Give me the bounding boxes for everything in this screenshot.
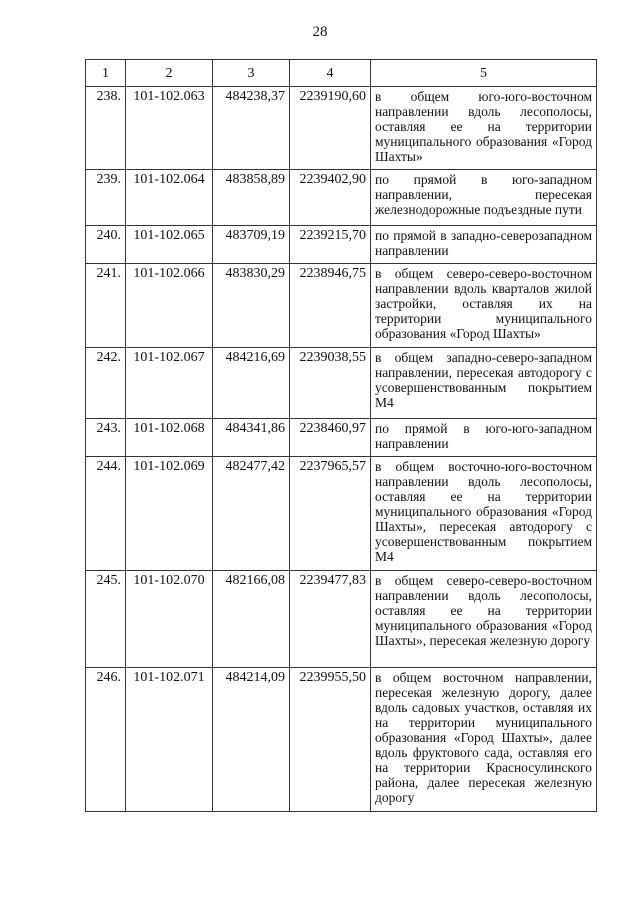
row-number: 238. [86, 87, 126, 170]
page-number: 28 [312, 24, 328, 40]
table-row [86, 571, 597, 668]
point-code: 101-102.069 [126, 457, 213, 571]
table-row [86, 226, 597, 264]
point-code: 101-102.071 [126, 668, 213, 812]
coordinate-y: 2237965,57 [290, 457, 371, 571]
boundary-description: в общем северо-северо-восточном направлении вдоль лесополосы, оставляя ее на территории муниципального образования «Город Шахты», пересекая железную дорогу [371, 571, 597, 668]
row-number: 244. [86, 457, 126, 571]
coordinate-y: 2239215,70 [290, 226, 371, 264]
point-code: 101-102.065 [126, 226, 213, 264]
boundary-description: в общем северо-северо-восточном направлении вдоль кварталов жилой застройки, оставляя их на территории муниципального образования «Город Шахты» [371, 264, 597, 348]
header-col-2: 2 [126, 60, 213, 87]
table-header-row [86, 60, 597, 87]
header-col-3: 3 [213, 60, 290, 87]
coordinate-y: 2239955,50 [290, 668, 371, 812]
point-code: 101-102.066 [126, 264, 213, 348]
boundary-points-table [85, 59, 597, 812]
point-code: 101-102.064 [126, 170, 213, 226]
boundary-description: по прямой в западно-северозападном направлении [371, 226, 597, 264]
boundary-description: в общем восточно-юго-восточном направлении вдоль лесополосы, оставляя ее на территории муниципального образования «Город Шахты», пересекая автодорогу с усовершенствованным покрытием М4 [371, 457, 597, 571]
coordinate-x: 484238,37 [213, 87, 290, 170]
row-number: 243. [86, 419, 126, 457]
table-row [86, 457, 597, 571]
row-number: 241. [86, 264, 126, 348]
row-number: 245. [86, 571, 126, 668]
point-code: 101-102.068 [126, 419, 213, 457]
boundary-description: по прямой в юго-юго-западном направлении [371, 419, 597, 457]
header-col-1: 1 [86, 60, 126, 87]
table-row [86, 668, 597, 812]
table-row [86, 87, 597, 170]
coordinate-x: 483858,89 [213, 170, 290, 226]
row-number: 240. [86, 226, 126, 264]
coordinate-y: 2239190,60 [290, 87, 371, 170]
coordinate-x: 483830,29 [213, 264, 290, 348]
coordinate-x: 482477,42 [213, 457, 290, 571]
coordinate-x: 484216,69 [213, 348, 290, 419]
table-row [86, 419, 597, 457]
boundary-description: в общем восточном направлении, пересекая железную дорогу, далее вдоль садовых участков, оставляя их на территории муниципального образования «Город Шахты», далее вдоль фруктового сада, оставляя его на территории Красносулинского района, далее пересекая железную дорогу [371, 668, 597, 812]
coordinate-x: 482166,08 [213, 571, 290, 668]
boundary-description: в общем юго-юго-восточном направлении вдоль лесополосы, оставляя ее на территории муниципального образования «Город Шахты» [371, 87, 597, 170]
coordinate-y: 2238460,97 [290, 419, 371, 457]
coordinate-y: 2239477,83 [290, 571, 371, 668]
point-code: 101-102.063 [126, 87, 213, 170]
row-number: 239. [86, 170, 126, 226]
coordinate-y: 2239038,55 [290, 348, 371, 419]
table-row [86, 348, 597, 419]
coordinate-x: 484214,09 [213, 668, 290, 812]
header-col-5: 5 [371, 60, 597, 87]
coordinate-x: 484341,86 [213, 419, 290, 457]
coordinate-x: 483709,19 [213, 226, 290, 264]
boundary-description: по прямой в юго-западном направлении, пересекая железнодорожные подъездные пути [371, 170, 597, 226]
point-code: 101-102.070 [126, 571, 213, 668]
coordinate-y: 2239402,90 [290, 170, 371, 226]
point-code: 101-102.067 [126, 348, 213, 419]
row-number: 242. [86, 348, 126, 419]
header-col-4: 4 [290, 60, 371, 87]
row-number: 246. [86, 668, 126, 812]
boundary-description: в общем западно-северо-западном направлении, пересекая автодорогу с усовершенствованным покрытием М4 [371, 348, 597, 419]
table-row [86, 264, 597, 348]
table-row [86, 170, 597, 226]
coordinate-y: 2238946,75 [290, 264, 371, 348]
